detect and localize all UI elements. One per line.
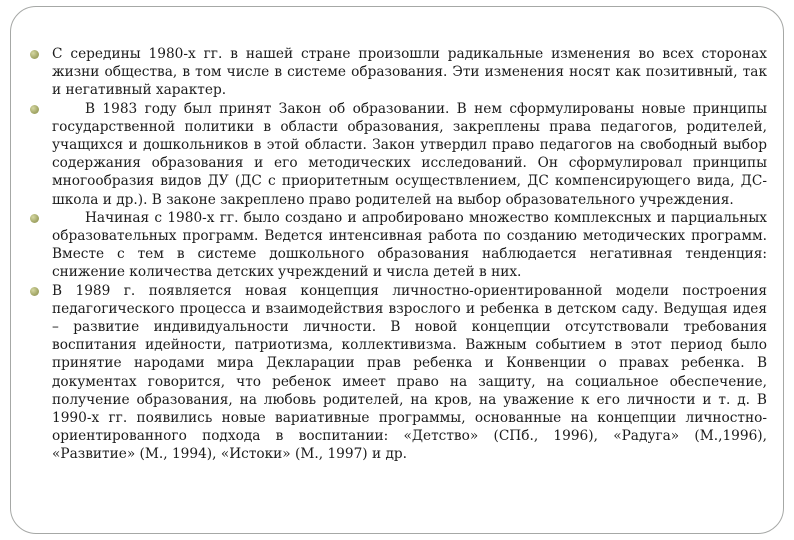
bullet-paragraph-4 (30, 282, 767, 464)
paragraph-text: С середины 1980-х гг. в нашей стране произошли радикальные изменения во всех сторонах жизни общества, в том числе в системе образования. Эти изменения носят как позитивный, так и негативный характер. (52, 46, 767, 99)
slide-body (30, 45, 767, 464)
bullet-paragraph-1 (30, 45, 767, 100)
paragraph-text: В 1989 г. появляется новая концепция личностно-ориентированной модели построения педагогического процесса и взаимодействия взрослого и ребенка в детском саду. Ведущая идея – развитие индивидуальности личности. В новой концепции отсутствовали требования воспитания идейности, патриотизма, коллективизма. Важным событием в этот период было принятие народами мира Декларации прав ребенка и Конвенции о правах ребенка. В документах говорится, что ребенок имеет право на защиту, на социальное обеспечение, получение образования, на любовь родителей, на кров, на уважение к его личности и т. д. В 1990-х гг. появились новые вариативные программы, основанные на концепции личностно-ориентированного подхода в воспитании: «Детство» (СПб., 1996), «Радуга» (М.,1996), «Развитие» (М., 1994), «Истоки» (М., 1997) и др. (52, 282, 767, 463)
bullet-paragraph-2 (30, 100, 767, 209)
bullet-dot-icon (30, 105, 39, 114)
bullet-dot-icon (30, 214, 39, 223)
bullet-paragraph-3 (30, 209, 767, 282)
bullet-dot-icon (30, 287, 39, 296)
paragraph-text: Начиная с 1980-х гг. было создано и апробировано множество комплексных и парциальных образовательных программ. Ведется интенсивная работа по созданию методических программ. Вместе с тем в системе дошкольного образования наблюдается негативная тенденция: снижение количества детских учреждений и числа детей в них. (52, 209, 767, 281)
paragraph-text: В 1983 году был принят Закон об образовании. В нем сформулированы новые принципы государственной политики в области образования, закреплены права педагогов, родителей, учащихся и дошкольников в этой области. Закон утвердил право педагогов на свободный выбор содержания образования и его методических исследований. Он сформулировал принципы многообразия видов ДУ (ДС с приоритетным осуществлением, ДС компенсирующего вида, ДС-школа и др.). В законе закреплено право родителей на выбор образовательного учреждения. (52, 100, 767, 208)
bullet-dot-icon (30, 50, 39, 59)
